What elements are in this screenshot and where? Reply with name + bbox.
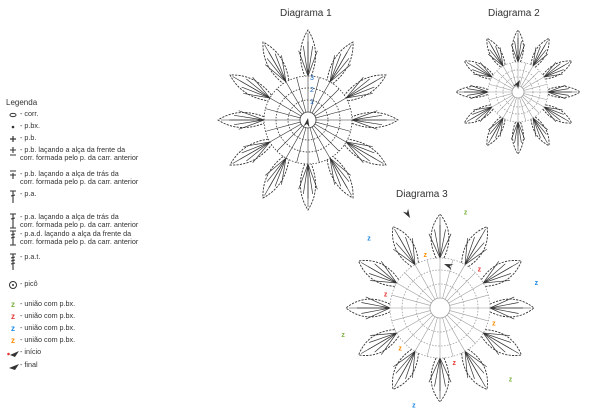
legend-item-label: - p.bx. <box>20 121 40 130</box>
spoke <box>286 127 304 158</box>
spoke <box>297 128 306 163</box>
double-stitch-front-icon <box>6 230 20 246</box>
petal <box>359 260 399 286</box>
join-marker: z <box>412 402 416 410</box>
legend-item-label: - final <box>20 360 38 369</box>
spoke <box>521 97 533 118</box>
petal <box>392 349 418 389</box>
petal <box>481 260 521 286</box>
end-arrow-icon <box>6 361 20 371</box>
spoke <box>521 66 533 87</box>
petal <box>352 111 398 130</box>
stitch-line <box>470 92 488 99</box>
stitch-line <box>440 358 446 387</box>
z-red-icon: z <box>11 312 15 321</box>
stitch-line <box>467 92 488 95</box>
stitch-line <box>515 122 518 143</box>
spoke <box>310 77 319 112</box>
start-arrow-icon <box>303 117 310 127</box>
legend-item-label: - p.a. <box>20 189 37 198</box>
legend-item <box>6 146 138 163</box>
spoke <box>450 295 489 305</box>
petal <box>464 105 493 123</box>
petal <box>481 330 521 356</box>
legend-item <box>6 280 38 290</box>
stitch-line <box>465 351 487 366</box>
stitch-line <box>548 85 566 92</box>
legend-item-label: - picô <box>20 279 38 288</box>
spoke <box>397 313 432 333</box>
spoke <box>270 124 301 142</box>
stitch-line <box>518 44 525 62</box>
spoke <box>450 311 489 321</box>
legend-item <box>6 336 75 345</box>
petal <box>299 30 318 76</box>
petal <box>531 38 549 67</box>
stitch-line <box>483 333 498 355</box>
legend-item <box>6 312 75 321</box>
stitch-line <box>352 115 382 120</box>
petal <box>456 85 488 99</box>
legend-item <box>6 361 38 371</box>
spoke <box>315 124 346 142</box>
ring <box>430 298 450 318</box>
petal <box>327 156 353 197</box>
legend-item-label: - início <box>20 347 42 356</box>
stitch-line <box>548 89 569 92</box>
spoke <box>314 126 339 151</box>
spoke <box>392 295 431 305</box>
diagram-3-chart <box>322 200 562 415</box>
spoke <box>316 109 351 118</box>
spoke <box>427 318 437 357</box>
spoke <box>297 77 306 112</box>
spoke <box>492 77 513 89</box>
join-marker: z <box>383 291 388 299</box>
petal <box>327 42 353 83</box>
petal <box>462 349 488 389</box>
plus-overline-icon <box>6 170 20 180</box>
spoke <box>449 283 484 303</box>
legend-item <box>6 213 138 230</box>
petal-vein <box>483 333 519 354</box>
legend-item <box>6 348 41 358</box>
petal-vein <box>395 229 416 265</box>
join-marker: z <box>508 376 513 384</box>
legend-item-label: - p.a.d. laçando a alça da frente da corr. formada pelo p. da carr. anterior <box>20 229 139 247</box>
diagram-2-chart <box>443 20 593 170</box>
legend-item-label: - união com p.bx. <box>20 311 76 320</box>
join-marker: z <box>423 251 428 259</box>
z-blue-icon: z <box>11 324 15 333</box>
stitch-line <box>548 92 566 99</box>
row-number: 3 <box>310 75 314 82</box>
spoke <box>489 84 512 90</box>
spoke <box>522 96 539 113</box>
petal-vein <box>361 333 397 354</box>
stitch-line <box>434 358 440 387</box>
legend-item-label: - união com p.bx. <box>20 299 76 308</box>
spoke <box>510 63 516 86</box>
spoke <box>503 66 515 87</box>
spoke <box>315 98 346 116</box>
stitch-line <box>490 302 519 308</box>
flower-2 <box>456 30 580 154</box>
legend <box>6 98 206 369</box>
join-marker: z <box>398 345 402 353</box>
stitch-line <box>393 351 415 366</box>
legend-item-label: - p.a.t. <box>20 252 41 261</box>
petal <box>462 227 488 267</box>
spoke <box>415 317 435 352</box>
legend-item-label: - p.a. laçando a alça de trás da corr. formada pelo p. da carr. anterior <box>20 212 139 230</box>
stitch-line <box>518 122 521 143</box>
z-orange-icon: z <box>11 336 15 345</box>
stitch-line <box>511 44 518 62</box>
stitch-line <box>518 41 521 62</box>
petal <box>511 30 525 62</box>
legend-item <box>6 300 75 309</box>
join-marker: z <box>341 331 345 339</box>
diagram-1-title: Diagrama 1 <box>280 8 332 19</box>
legend-item-label: - união com p.bx. <box>20 323 76 332</box>
petal-vein <box>465 229 486 265</box>
legend-item-label: - corr. <box>20 109 39 118</box>
petal <box>392 227 418 267</box>
petal <box>230 139 271 165</box>
stitch-line <box>381 261 396 283</box>
spoke <box>523 95 544 107</box>
petal <box>344 75 385 101</box>
spoke <box>520 98 526 121</box>
petal <box>263 42 289 83</box>
petal <box>464 61 493 79</box>
stitch-line <box>234 120 264 125</box>
spoke <box>397 283 432 303</box>
stitch-line <box>361 302 390 308</box>
petal <box>511 122 525 154</box>
petal <box>543 61 572 79</box>
join-marker: z <box>452 360 456 368</box>
spoke <box>443 318 453 357</box>
spoke <box>524 84 547 90</box>
petal <box>230 75 271 101</box>
stitch-line <box>303 164 308 194</box>
spoke <box>489 94 512 100</box>
stitch-line <box>393 249 415 264</box>
petal <box>429 214 451 258</box>
diagram-2-title: Diagrama 2 <box>488 8 540 19</box>
petal <box>487 38 505 67</box>
triple-stitch-icon <box>6 253 20 271</box>
petal-vein <box>465 351 486 387</box>
petal <box>490 297 534 319</box>
stitch-line <box>548 92 569 95</box>
legend-item <box>6 230 138 247</box>
stitch-line <box>352 120 382 125</box>
spoke <box>286 82 304 113</box>
stitch-line <box>518 122 525 140</box>
legend-item-label: - p.b. <box>20 133 37 142</box>
flower-3 <box>341 209 538 410</box>
stitch-line <box>467 89 488 92</box>
spoke <box>270 98 301 116</box>
z-green-icon: z <box>11 300 15 309</box>
stitch-line <box>434 229 440 258</box>
picot-icon <box>6 280 20 290</box>
diagram-1-chart <box>198 20 418 220</box>
tall-stitch-back-icon <box>6 213 20 229</box>
petal <box>344 139 385 165</box>
spoke <box>427 260 437 299</box>
petal <box>263 156 289 197</box>
legend-item-label: - p.b. laçando a alça da frente da corr. formada pelo p. da carr. anterior <box>20 145 139 163</box>
diagram-3-title: Diagrama 3 <box>396 189 448 200</box>
tall-stitch-icon <box>6 190 20 204</box>
petal <box>487 117 505 146</box>
petal <box>299 164 318 210</box>
spoke <box>524 94 547 100</box>
stitch-line <box>440 229 446 258</box>
legend-item <box>6 190 36 204</box>
spoke <box>520 63 526 86</box>
petal <box>429 358 451 402</box>
start-arrow-icon <box>6 348 20 358</box>
stitch-line <box>308 46 313 76</box>
stitch-line <box>511 122 518 140</box>
spoke <box>445 317 465 352</box>
stitch-line <box>490 308 519 314</box>
stitch-line <box>470 85 488 92</box>
spoke <box>312 127 330 158</box>
join-marker: z <box>492 320 496 328</box>
spoke <box>523 77 544 89</box>
legend-item <box>6 134 36 144</box>
row-number: 1 <box>310 99 314 106</box>
spoke <box>310 128 319 163</box>
join-marker: z <box>534 280 539 288</box>
flower-1 <box>218 30 398 210</box>
petal-vein <box>361 263 397 284</box>
spoke <box>277 89 302 114</box>
legend-item <box>6 170 138 187</box>
spoke <box>522 71 539 88</box>
plus-underline-icon <box>6 146 20 156</box>
legend-item-label: - união com p.bx. <box>20 335 76 344</box>
spoke <box>316 122 351 131</box>
petal <box>543 105 572 123</box>
end-arrow-icon <box>403 209 413 220</box>
spoke <box>265 122 300 131</box>
petal <box>531 117 549 146</box>
join-marker: z <box>463 209 468 217</box>
legend-item <box>6 122 40 132</box>
petal-vein <box>395 351 416 387</box>
spoke <box>277 126 302 151</box>
dot-icon <box>6 122 20 132</box>
petal <box>359 330 399 356</box>
spoke <box>314 89 339 114</box>
spoke <box>503 97 515 118</box>
stitch-line <box>234 115 264 120</box>
spoke <box>492 95 513 107</box>
oval-icon <box>6 110 20 120</box>
row-number: 2 <box>310 87 314 94</box>
petal <box>218 111 264 130</box>
join-marker: z <box>367 235 371 243</box>
spoke <box>445 265 465 300</box>
spoke <box>392 311 431 321</box>
spoke <box>265 109 300 118</box>
legend-title: Legenda <box>6 98 38 107</box>
petal <box>548 85 580 99</box>
spoke <box>497 96 514 113</box>
stitch-line <box>515 41 518 62</box>
stitch-line <box>308 164 313 194</box>
stitch-line <box>465 249 487 264</box>
stitch-line <box>381 333 396 355</box>
legend-item <box>6 110 38 120</box>
petal <box>346 297 390 319</box>
spoke <box>497 71 514 88</box>
spoke <box>312 82 330 113</box>
join-marker: z <box>477 266 482 274</box>
spoke <box>415 265 435 300</box>
petal-vein <box>483 263 519 284</box>
legend-item <box>6 324 75 333</box>
plus-icon <box>6 134 20 144</box>
stitch-line <box>483 261 498 283</box>
spoke <box>510 98 516 121</box>
legend-item-label: - p.b. laçando a alça de trás da corr. formada pelo p. da carr. anterior <box>20 169 139 187</box>
stitch-line <box>361 308 390 314</box>
stitch-line <box>303 46 308 76</box>
legend-item <box>6 253 40 271</box>
spoke <box>449 313 484 333</box>
